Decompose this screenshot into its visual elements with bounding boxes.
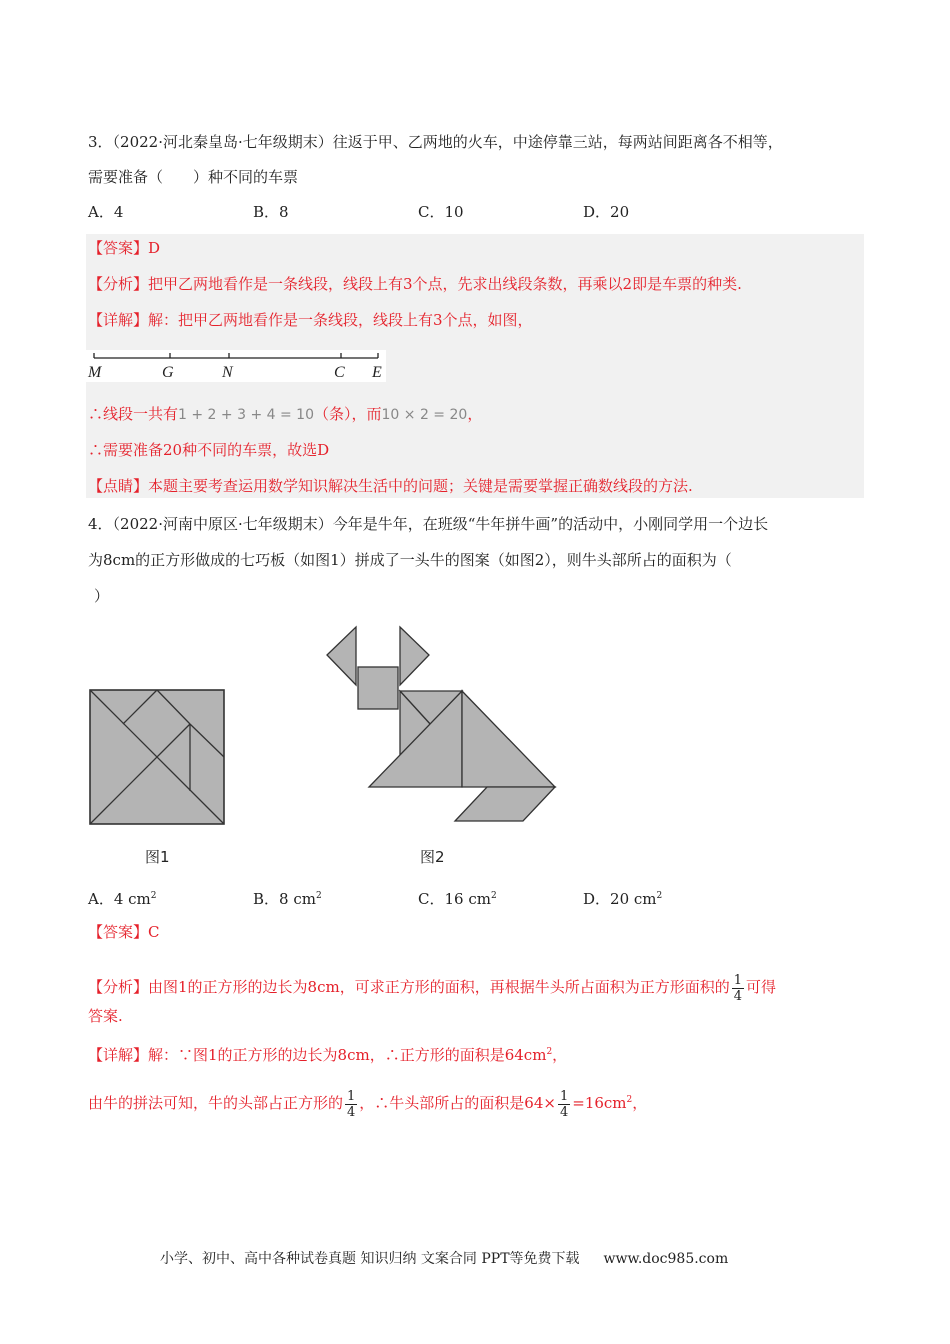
page-footer	[160, 1248, 728, 1268]
q3-segment-figure	[86, 350, 386, 382]
q4-analysis-fraction	[732, 973, 744, 1004]
q3-count-suffix: ，	[467, 405, 483, 423]
q3-stem-line2: 需要准备（ ）种不同的车票	[88, 168, 299, 186]
fraction-numerator: 1	[347, 1088, 356, 1104]
q4-final-fraction-2	[558, 1089, 570, 1120]
q4-option-a-text: A．4 cm	[88, 890, 151, 908]
footer-text: 小学、初中、高中各种试卷真题 知识归纳 文案合同 PPT等免费下载	[160, 1251, 580, 1267]
q4-analysis-suffix: 可得	[746, 978, 777, 996]
q3-answer: 【答案】D	[88, 239, 161, 257]
q4-option-b	[253, 886, 322, 909]
segment-label-m: M	[88, 364, 102, 381]
segment-label-n: N	[222, 364, 233, 381]
q4-option-c-text: C．16 cm	[418, 890, 491, 908]
figure2-label: 图2	[420, 848, 445, 866]
q4-final-mid: ，∴牛头部所占的面积是64×	[359, 1094, 556, 1112]
segment-label-g: G	[162, 364, 174, 381]
q3-option-a: A．4	[88, 203, 124, 221]
q4-final-sup: 2	[626, 1095, 633, 1105]
q4-final-suffix: =16cm	[572, 1094, 627, 1112]
q4-detail-suffix: ，	[552, 1046, 568, 1064]
q3-count-mid: （条），而	[313, 405, 382, 423]
segment-label-c: C	[334, 364, 345, 381]
q4-detail-sup: 2	[546, 1047, 553, 1057]
q4-final-prefix: 由牛的拼法可知，牛的头部占正方形的	[88, 1094, 344, 1112]
q4-option-c	[418, 886, 497, 909]
q3-conclusion: ∴需要准备20种不同的车票，故选D	[88, 441, 330, 459]
q4-analysis-prefix: 【分析】由图1的正方形的边长为8cm，可求正方形的面积，再根据牛头所占面积为正方形面积的	[88, 978, 730, 996]
footer-url[interactable]: www.doc985.com	[603, 1251, 729, 1267]
q4-analysis-line1	[88, 958, 776, 1016]
q4-option-b-sup: 2	[315, 891, 322, 901]
figure1-label: 图1	[145, 848, 170, 866]
segment-label-e: E	[372, 364, 382, 381]
q4-option-a-sup: 2	[150, 891, 157, 901]
q4-option-d-sup: 2	[656, 891, 663, 901]
q3-count-expr2: 10 × 2 = 20	[381, 407, 468, 423]
q4-option-d	[583, 886, 662, 909]
q3-count-expr: 1 + 2 + 3 + 4 = 10	[178, 407, 314, 423]
q3-count-line	[88, 404, 482, 425]
q3-number: 3．	[88, 133, 113, 151]
q3-option-b: B．8	[253, 203, 289, 221]
q4-analysis-line2: 答案.	[88, 1007, 123, 1025]
q4-final-line	[88, 1078, 647, 1125]
q4-option-c-sup: 2	[490, 891, 497, 901]
tangram-square-figure	[88, 688, 228, 828]
fraction-denominator: 4	[733, 988, 742, 1004]
q4-detail	[88, 1042, 567, 1065]
q4-stem-line2: 为8cm的正方形做成的七巧板（如图1）拼成了一头牛的图案（如图2），则牛头部所占的面积为（	[88, 551, 732, 569]
q4-final-end: ，	[632, 1094, 648, 1112]
tangram-ox-figure	[325, 625, 560, 825]
q3-stem-text: （2022·河北秦皇岛·七年级期末）往返于甲、乙两地的火车，中途停靠三站，每两站间距离各不相等，	[112, 133, 783, 151]
q3-option-d: D．20	[583, 203, 630, 221]
q3-stem-line1	[88, 132, 783, 152]
q4-stem-line1: 4．（2022·河南中原区·七年级期末）今年是牛年，在班级“牛年拼牛画”的活动中，小刚同学用一个边长	[88, 515, 769, 533]
q3-detail: 【详解】解：把甲乙两地看作是一条线段，线段上有3个点，如图，	[88, 311, 533, 329]
q4-answer: 【答案】C	[88, 923, 160, 941]
q3-comment: 【点睛】本题主要考查运用数学知识解决生活中的问题；关键是需要掌握正确数线段的方法.	[88, 477, 693, 495]
q4-option-d-text: D．20 cm	[583, 890, 657, 908]
q4-detail-prefix: 【详解】解：∵图1的正方形的边长为8cm，∴正方形的面积是64cm	[88, 1046, 547, 1064]
q3-count-prefix: ∴线段一共有	[88, 405, 179, 423]
q4-option-a	[88, 886, 157, 909]
q4-option-b-text: B．8 cm	[253, 890, 316, 908]
fraction-denominator: 4	[559, 1104, 569, 1120]
q4-stem-line3: ）	[94, 587, 110, 605]
fraction-numerator: 1	[559, 1088, 569, 1104]
q3-option-c: C．10	[418, 203, 464, 221]
q3-analysis: 【分析】把甲乙两地看作是一条线段，线段上有3个点，先求出线段条数，再乘以2即是车票的种类.	[88, 275, 742, 293]
q4-final-fraction-1	[345, 1089, 357, 1120]
fraction-denominator: 4	[347, 1104, 356, 1120]
fraction-numerator: 1	[733, 972, 742, 988]
